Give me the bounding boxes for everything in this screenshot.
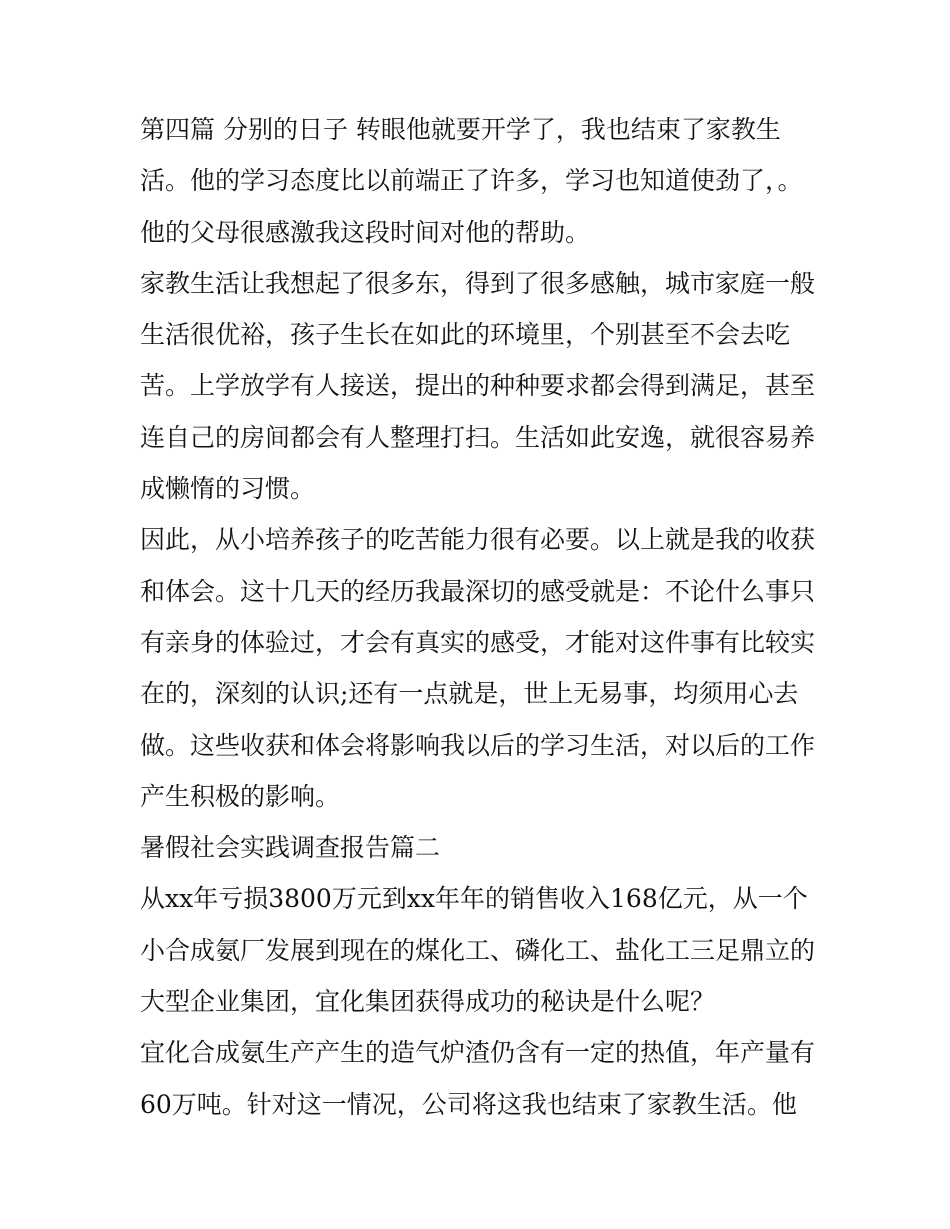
text-line: 大型企业集团，宜化集团获得成功的秘诀是什么呢？: [140, 987, 716, 1017]
text-line: 他的父母很感激我这段时间对他的帮助。: [140, 217, 591, 247]
text-line: 家教生活让我想起了很多东，得到了很多感触，城市家庭一般: [140, 268, 816, 298]
text-line: 苦。上学放学有人接送，提出的种种要求都会得到满足，甚至: [140, 371, 816, 401]
text-line: 和体会。这十几天的经历我最深切的感受就是：不论什么事只: [140, 576, 816, 606]
text-line: 产生积极的影响。: [140, 781, 341, 811]
text-line: 做。这些收获和体会将影响我以后的学习生活，对以后的工作: [140, 730, 816, 760]
text-line: 有亲身的体验过，才会有真实的感受，才能对这件事有比较实: [140, 627, 816, 657]
text-line: 活。他的学习态度比以前端正了许多，学习也知道使劲了，。: [140, 166, 803, 196]
section-heading: 暑假社会实践调查报告篇二: [140, 833, 441, 863]
text-line: 宜化合成氨生产产生的造气炉渣仍含有一定的热值，年产量有: [140, 1038, 816, 1068]
text-line: 从xx年亏损3800万元到xx年年的销售收入168亿元，从一个: [140, 884, 808, 914]
text-line: 第四篇 分别的日子 转眼他就要开学了，我也结束了家教生: [140, 115, 781, 144]
text-line: 在的，深刻的认识;还有一点就是，世上无易事，均须用心去: [140, 679, 799, 709]
document-body: [140, 104, 830, 1130]
text-line: 连自己的房间都会有人整理打扫。生活如此安逸，就很容易养: [140, 422, 816, 452]
text-line: 生活很优裕，孩子生长在如此的环境里，个别甚至不会去吃: [140, 320, 791, 350]
text-line: 60万吨。针对这一情况，公司将这我也结束了家教生活。他: [140, 1089, 797, 1119]
text-line: 因此，从小培养孩子的吃苦能力很有必要。以上就是我的收获: [140, 525, 816, 555]
text-line: 成懒惰的习惯。: [140, 474, 316, 504]
text-line: 小合成氨厂发展到现在的煤化工、磷化工、盐化工三足鼎立的: [140, 935, 816, 965]
